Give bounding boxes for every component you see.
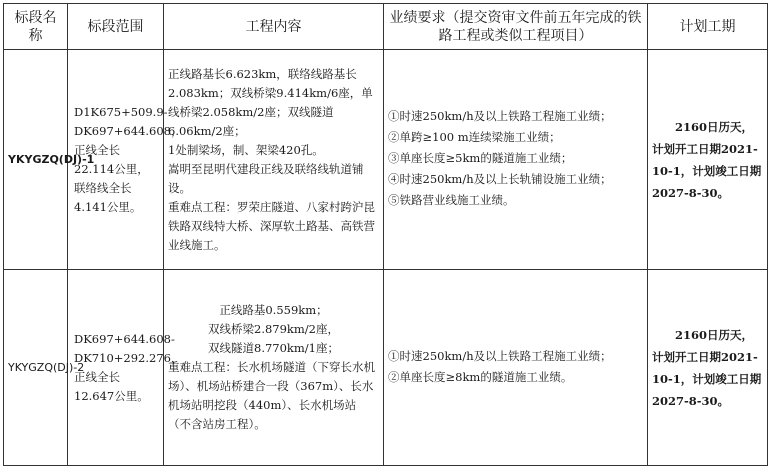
work-content-cell [164, 270, 384, 466]
section-name-cell [4, 270, 85, 466]
requirement-item: ①时速250km/h及以上铁路工程施工业绩； [388, 109, 612, 123]
table-row [4, 270, 768, 466]
table-row [4, 50, 768, 270]
section-name: YKYGZQ(DJ)-1 [8, 153, 95, 166]
requirement-item: ②单跨≥100 m连续梁施工业绩； [388, 130, 561, 144]
work-content-line: 1处制梁场，制、架梁420孔。 [168, 142, 324, 157]
requirement-item: ②单座长度≥8km的隧道施工业绩。 [388, 369, 573, 384]
schedule-text: 2160日历天，计划开工日期2021-10-1，计划竣工日期2027-8-30。 [652, 327, 762, 408]
requirement-item: ③单座长度≥5km的隧道施工业绩； [388, 151, 573, 165]
schedule-cell [648, 270, 768, 466]
work-content-line: 嵩明至昆明代建段正线及联络线轨道铺设。 [168, 161, 364, 195]
work-content-line: 双线桥梁2.879km/2座， [208, 322, 339, 336]
header-performance-requirement: 业绩要求（提交资审文件前五年完成的铁路工程或类似工程项目） [384, 4, 648, 50]
performance-requirement-cell [384, 270, 648, 466]
work-content-line: 正线路基长6.623km，联络线路基长2.083km；双线桥梁9.414km/6座，单线桥梁2.058km/2座；双线隧道6.06km/2座； [168, 66, 373, 138]
requirement-item: ⑤铁路营业线施工业绩。 [388, 193, 515, 207]
requirement-item: ①时速250km/h及以上铁路工程施工业绩； [388, 348, 612, 363]
section-name: YKYGZQ(DJ)-2 [8, 361, 85, 374]
work-content-line: 正线路基0.559km； [219, 303, 328, 317]
section-range: D1K675+509.9-DK697+644.608，正线全长22.114公里，联络线全长4.141公里。 [68, 50, 164, 270]
header-schedule: 计划工期 [648, 4, 768, 50]
bid-section-table [3, 3, 768, 466]
section-name-cell [4, 50, 95, 270]
schedule-cell [648, 50, 768, 270]
header-work-content: 工程内容 [164, 4, 384, 50]
work-content-cell [164, 50, 384, 270]
header-section-range: 标段范围 [68, 4, 164, 50]
section-range: DK697+644.608-DK710+292.276，正线全长12.647公里。 [68, 270, 164, 466]
performance-requirement-cell [384, 50, 648, 270]
header-section-name: 标段名称 [4, 4, 68, 50]
table-header-row [4, 4, 768, 50]
work-content-line: 双线隧道8.770km/1座； [208, 341, 339, 355]
requirement-item: ④时速250km/h及以上长轨铺设施工业绩； [388, 172, 612, 186]
schedule-text: 2160日历天，计划开工日期2021-10-1，计划竣工日期2027-8-30。 [652, 119, 762, 200]
work-content-line: 重难点工程：长水机场隧道（下穿长水机场）、机场站桥建合一段（367m）、长水机场站明挖段（440m）、长水机场站（不含站房工程）。 [168, 360, 375, 431]
work-content-line: 重难点工程：罗荣庄隧道、八家村跨沪昆铁路双线特大桥、深厚软土路基、高铁营业线施工。 [168, 199, 375, 252]
